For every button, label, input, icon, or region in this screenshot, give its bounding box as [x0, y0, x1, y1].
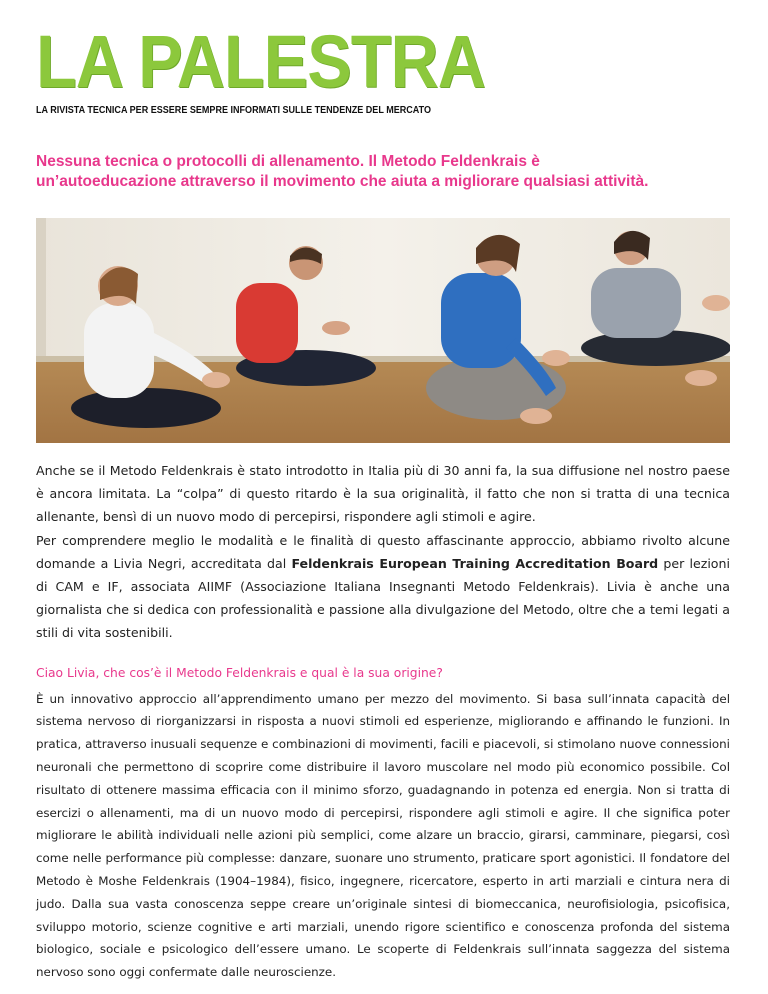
magazine-tagline: LA RIVISTA TECNICA PER ESSERE SEMPRE INFORMATI SULLE TENDENZE DEL MERCATO — [36, 104, 432, 116]
headline-line-2: un’autoeducazione attraverso il movimento che aiuta a migliorare qualsiasi attività. — [36, 173, 649, 190]
article-body — [36, 459, 730, 984]
intro-text: Anche se il Metodo Feldenkrais è stato introdotto in Italia più di 30 anni fa, la sua diffusione nel nostro paese è ancora limitata. La “colpa” di questo ritardo è la sua originalità, il fatto che non si tratta di una tecnica allenante, bensì di un nuovo modo di percepirsi, rispondere agli stimoli e agire. — [36, 463, 730, 525]
context-text-b: per lezioni di CAM e IF, associata AIIMF (Associazione Italiana Insegnanti Metodo Feldenkrais). Livia è anche una giornalista che si dedica con professionalità e passione alla divulgazione del Metodo, oltre che a temi legati a stili di vita sostenibili. — [36, 555, 730, 641]
masthead — [36, 20, 485, 116]
magazine-logo: LA PALESTRA — [36, 20, 485, 103]
feldenkrais-class-photo — [36, 218, 730, 443]
interview-answer: È un innovativo approccio all’apprendimento umano per mezzo del movimento. Si basa sull’innata capacità del sistema nervoso di riorganizzarsi in risposta a nuovi stimoli ed esperienze, migliorando e affinando le funzioni. In pratica, attraverso inusuali sequenze e combinazioni di movimenti, facili e piacevoli, si stimolano nuove connessioni neuronali che permettono di scoprire come distribuire il lavoro muscolare nel modo più economico possibile. Col risultato di ottenere massima efficacia con il minimo sforzo, guadagnando in potenza ed energia. Non si tratta di esercizi o allenamenti, ma di un nuovo modo di percepirsi, rispondere agli stimoli e agire. Il che significa poter migliorare le abilità individuali nelle azioni più semplici, come alzare un braccio, girarsi, camminare, piegarsi, così come nelle performance più complesse: danzare, suonare uno strumento, praticare sport agonistici. Il fondatore del Metodo è Moshe Feldenkrais (1904–1984), fisico, ingegnere, ricercatore, esperto in arti marziali e cintura nera di judo. Dalla sua vasta conoscenza seppe creare un’originale sintesi di biomeccanica, neurofisiologia, psicofisica, sviluppo motorio, scienze cognitive e arti marziali, unendo rigore scientifico e conoscenza profonda del sistema biologico, sociale e psicologico dell’essere umano. Le scoperte di Feldenkrais sull’innata saggezza del sistema nervoso sono oggi confermate dalle neuroscienze. — [36, 691, 730, 980]
headline-line-1: Nessuna tecnica o protocolli di allenamento. Il Metodo Feldenkrais è — [36, 153, 540, 170]
intro-paragraph — [36, 459, 730, 645]
context-text-a: Per comprendere meglio le modalità e le finalità di questo affascinante approccio, abbiamo rivolto alcune domande a Livia Negri, accreditata dal — [36, 532, 730, 571]
interview-question: Ciao Livia, che cos’è il Metodo Feldenkrais e qual è la sua origine? — [36, 665, 443, 680]
article-headline — [36, 152, 736, 192]
accreditation-board-name: Feldenkrais European Training Accreditation Board — [291, 555, 659, 571]
